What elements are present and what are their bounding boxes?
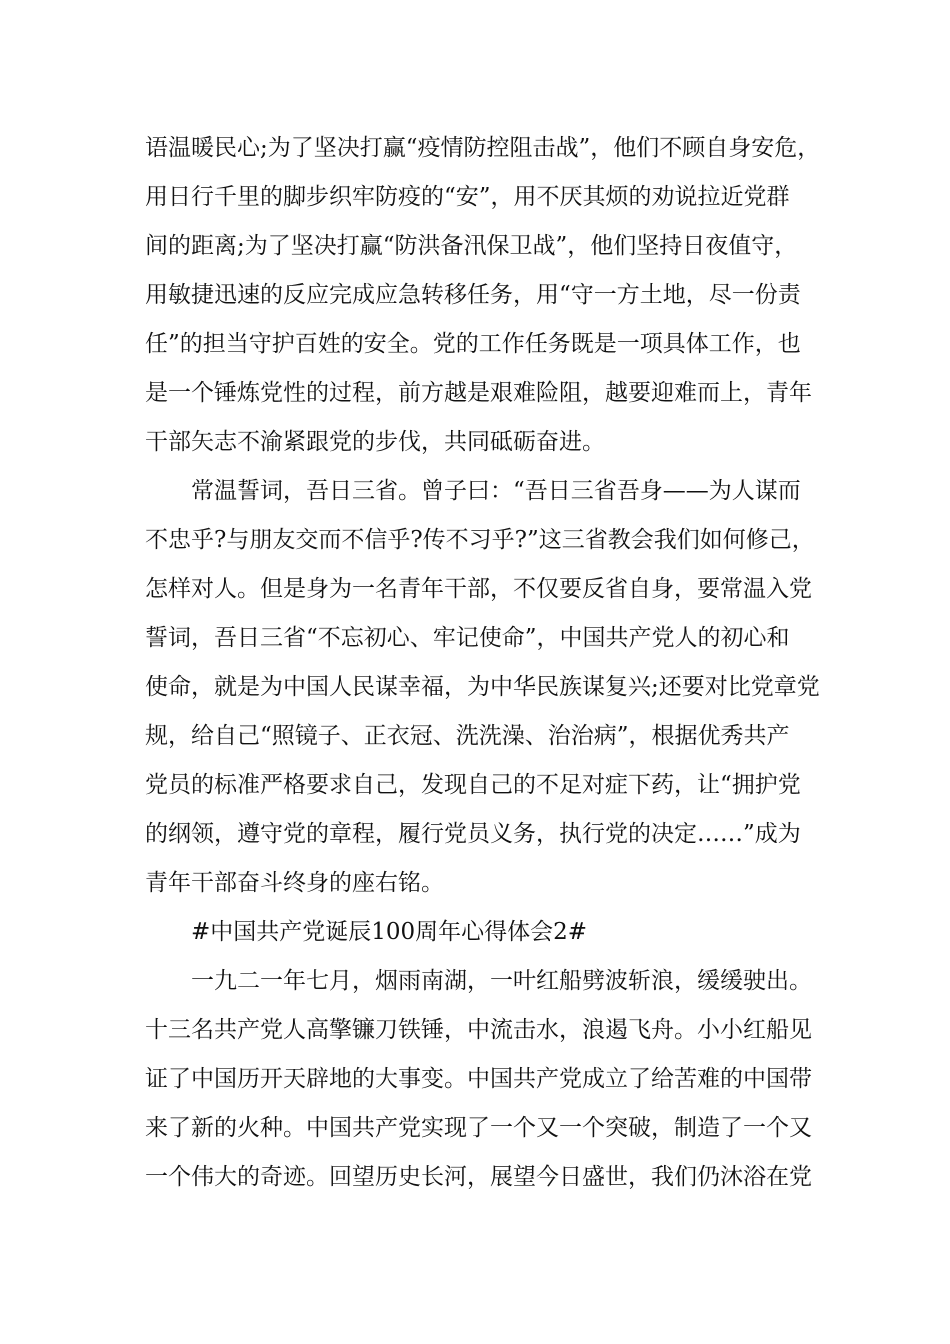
paragraph [145,957,825,1202]
document-body [145,124,825,1202]
text-line: 怎样对人。但是身为一名青年干部，不仅要反省自身，要常温入党 [145,576,812,602]
text-line: 誓词，吾日三省“不忘初心、牢记使命”，中国共产党人的初心和 [145,625,790,651]
text-line: 党员的标准严格要求自己，发现自己的不足对症下药，让“拥护党 [145,772,801,798]
paragraph [145,467,825,908]
text-line: 是一个锤炼党性的过程，前方越是艰难险阻，越要迎难而上，青年 [145,380,812,406]
paragraph [145,124,825,467]
text-line: 常温誓词，吾日三省。曾子曰：“吾日三省吾身——为人谋而 [191,478,801,504]
text-line: 间的距离;为了坚决打赢“防洪备汛保卫战”，他们坚持日夜值守， [145,233,798,259]
heading-line: #中国共产党诞辰100周年心得体会2# [191,919,588,945]
text-line: 的纲领，遵守党的章程，履行党员义务，执行党的决定……”成为 [145,821,801,847]
text-line: 规，给自己“照镜子、正衣冠、洗洗澡、治治病”，根据优秀共产 [145,723,790,749]
text-line: 任”的担当守护百姓的安全。党的工作任务既是一项具体工作，也 [145,331,801,357]
section-heading [145,908,825,957]
text-line: 十三名共产党人高擎镰刀铁锤，中流击水，浪遏飞舟。小小红船见 [145,1017,812,1043]
text-line: 一九二一年七月，烟雨南湖，一叶红船劈波斩浪，缓缓驶出。 [191,968,812,994]
text-line: 用日行千里的脚步织牢防疫的“安”，用不厌其烦的劝说拉近党群 [145,184,790,210]
text-line: 证了中国历开天辟地的大事变。中国共产党成立了给苦难的中国带 [145,1066,812,1092]
text-line: 使命，就是为中国人民谋幸福，为中华民族谋复兴;还要对比党章党 [145,674,820,700]
text-line: 一个伟大的奇迹。回望历史长河，展望今日盛世，我们仍沐浴在党 [145,1164,812,1190]
text-line: 青年干部奋斗终身的座右铭。 [145,870,444,896]
text-line: 语温暖民心;为了坚决打赢“疫情防控阻击战”，他们不顾自身安危， [145,135,821,161]
text-line: 来了新的火种。中国共产党实现了一个又一个突破，制造了一个又 [145,1115,812,1141]
text-line: 用敏捷迅速的反应完成应急转移任务，用“守一方土地，尽一份责 [145,282,801,308]
text-line: 干部矢志不渝紧跟党的步伐，共同砥砺奋进。 [145,429,605,455]
text-line: 不忠乎?与朋友交而不信乎?传不习乎?”这三省教会我们如何修己， [145,527,815,553]
